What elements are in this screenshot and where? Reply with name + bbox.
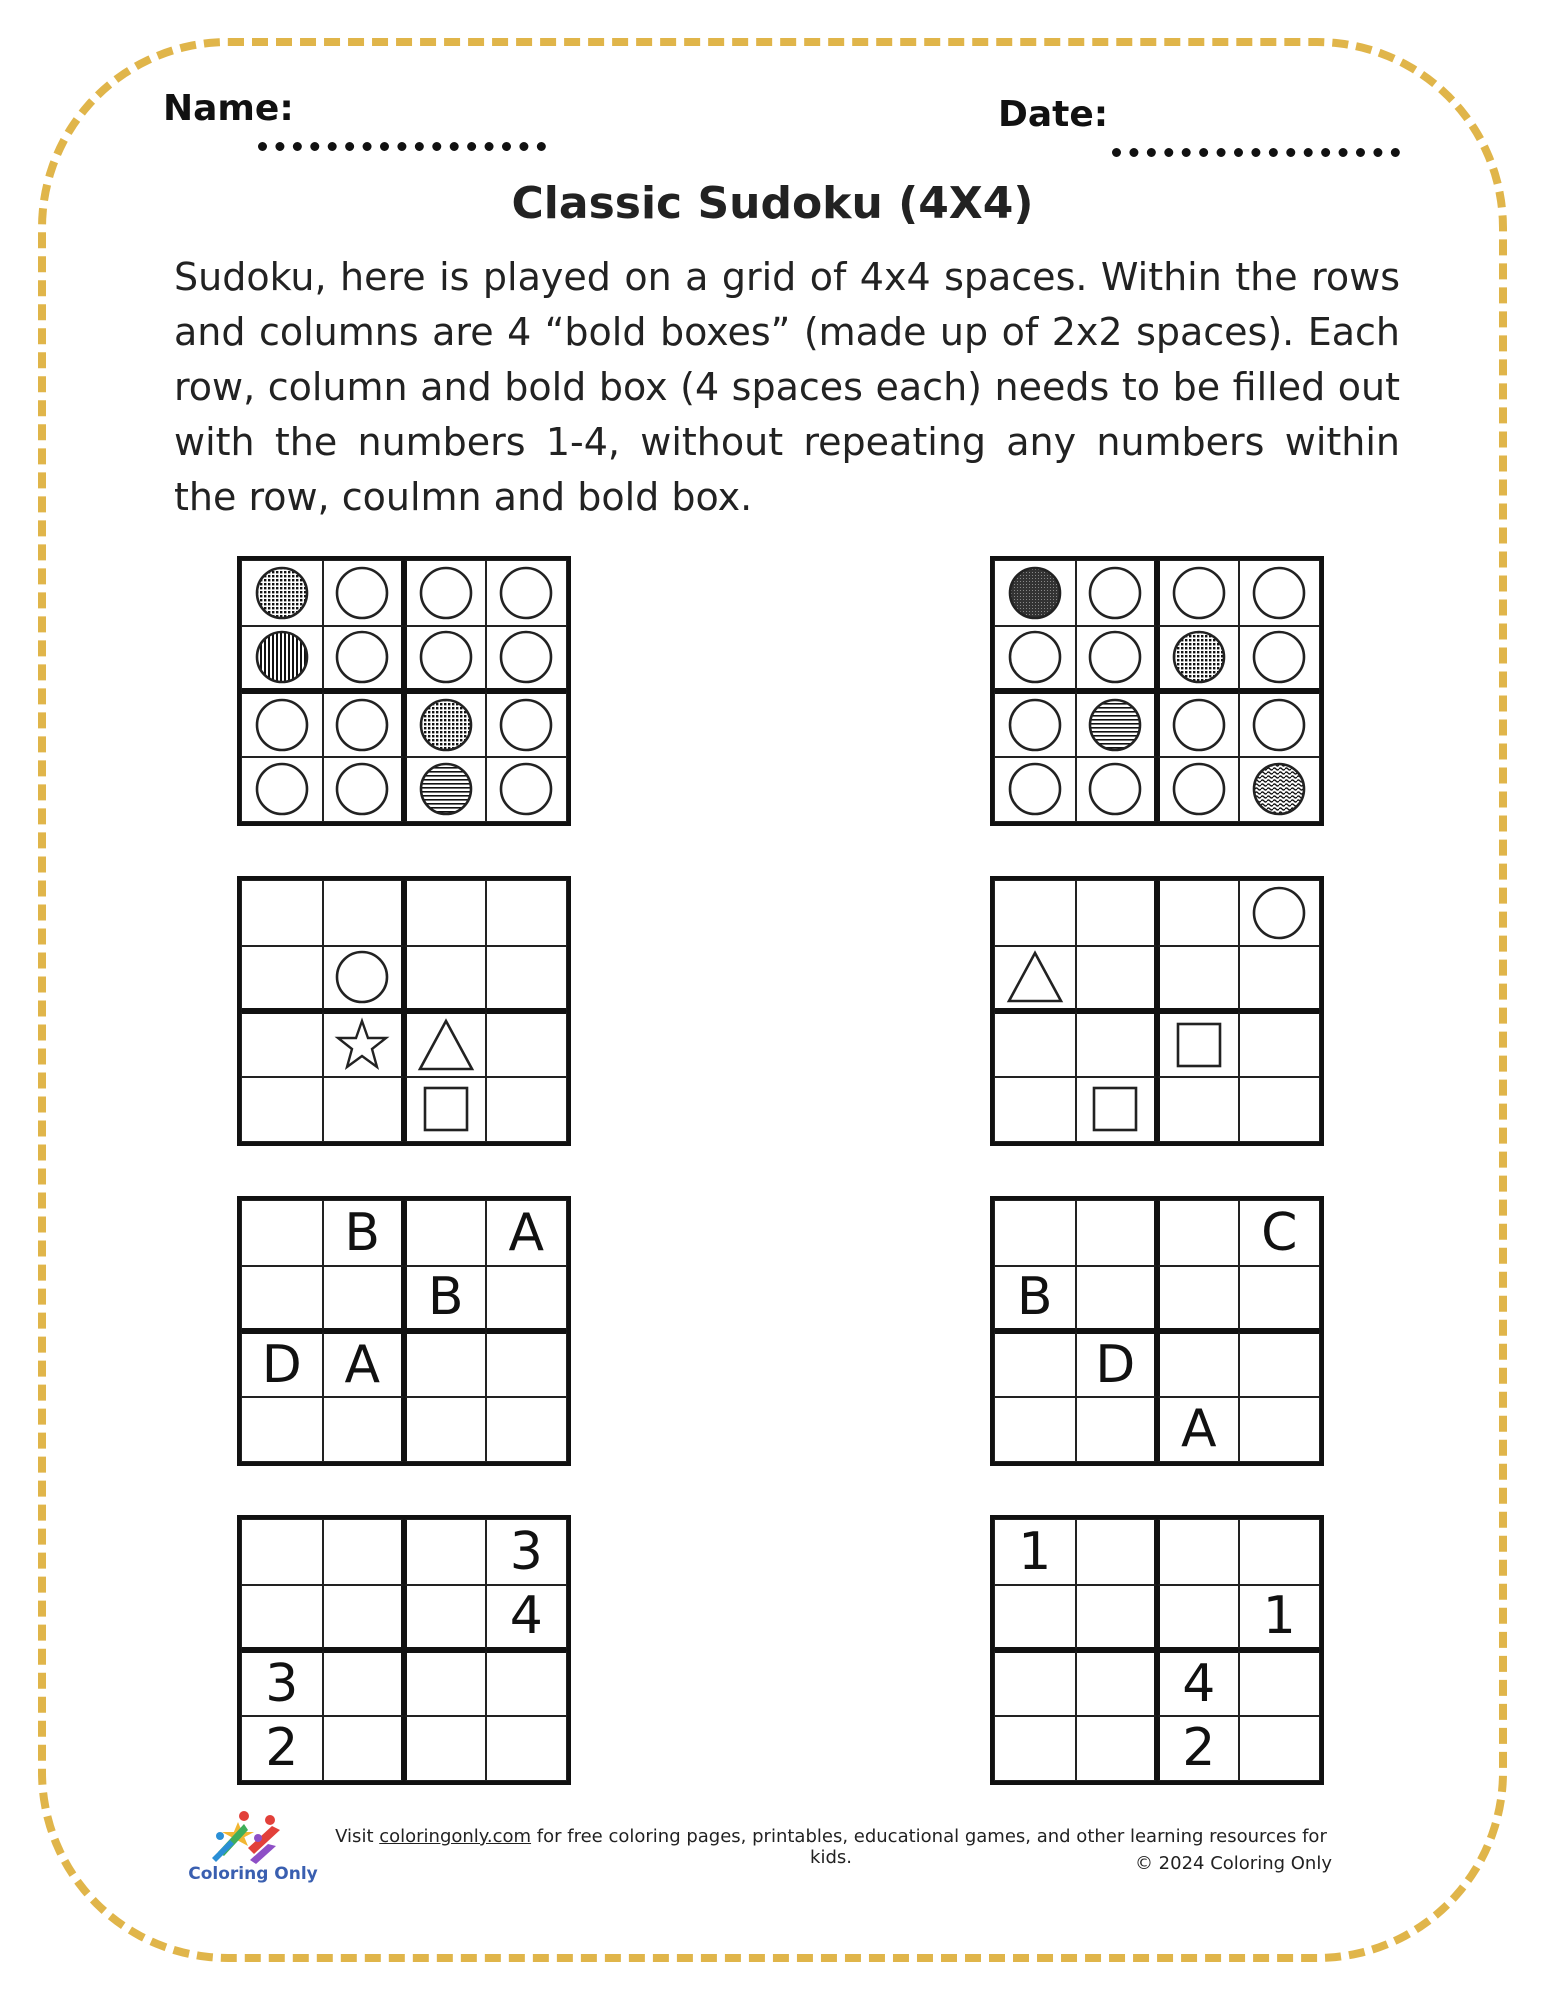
copyright-text: © 2024 Coloring Only (1134, 1853, 1332, 1874)
sudoku-cell (486, 691, 568, 757)
sudoku-cell[interactable] (1076, 1650, 1158, 1716)
sudoku-cell[interactable] (404, 1650, 486, 1716)
sudoku-cell[interactable] (1076, 1397, 1158, 1463)
sudoku-cell-given: 2 (1157, 1716, 1239, 1782)
logo-text: Coloring Only (188, 1864, 318, 1884)
sudoku-cell[interactable] (404, 1200, 486, 1266)
square-shape-icon (1085, 1079, 1145, 1139)
sudoku-cell (1076, 691, 1158, 757)
sudoku-cell (1076, 757, 1158, 823)
sudoku-cell (404, 560, 486, 626)
sudoku-cell-given: 1 (994, 1519, 1076, 1585)
sudoku-cell (241, 626, 323, 692)
sudoku-cell[interactable] (1239, 1519, 1321, 1585)
sudoku-cell-given: B (404, 1266, 486, 1332)
sudoku-cell[interactable] (486, 946, 568, 1012)
footer-visit-suffix: for free coloring pages, printables, educational games, and other learning resources for kids. (531, 1826, 1327, 1868)
sudoku-cell[interactable] (1157, 946, 1239, 1012)
sudoku-cell[interactable] (323, 1519, 405, 1585)
circle-shape-icon (1169, 759, 1229, 819)
sudoku-cell[interactable] (1239, 1650, 1321, 1716)
sudoku-cell[interactable] (1157, 1266, 1239, 1332)
sudoku-cell (241, 757, 323, 823)
circle-shape-icon (416, 627, 476, 687)
circle-shape-icon (496, 695, 556, 755)
circle-shape-icon (1085, 563, 1145, 623)
sudoku-cell[interactable] (241, 1077, 323, 1143)
sudoku-cell (994, 946, 1076, 1012)
sudoku-cell-given: A (486, 1200, 568, 1266)
sudoku-cell[interactable] (994, 1077, 1076, 1143)
circle-shape-icon (496, 627, 556, 687)
sudoku-cell (323, 691, 405, 757)
sudoku-cell[interactable] (1076, 1266, 1158, 1332)
circle-shape-icon (1005, 759, 1065, 819)
sudoku-cell[interactable] (241, 1200, 323, 1266)
sudoku-cell[interactable] (1076, 1011, 1158, 1077)
sudoku-cell[interactable] (1076, 880, 1158, 946)
sudoku-cell[interactable] (994, 1585, 1076, 1651)
circle-shape-icon (332, 947, 392, 1007)
sudoku-cell[interactable] (1239, 1011, 1321, 1077)
circle-shape-icon (332, 759, 392, 819)
circle-shape-icon (1249, 563, 1309, 623)
sudoku-cell (1239, 880, 1321, 946)
sudoku-cell[interactable] (241, 946, 323, 1012)
sudoku-cell[interactable] (994, 1650, 1076, 1716)
sudoku-cell[interactable] (323, 1266, 405, 1332)
sudoku-cell[interactable] (1239, 1331, 1321, 1397)
sudoku-cell[interactable] (486, 1011, 568, 1077)
puzzle-grid-letters-left (237, 1196, 571, 1466)
sudoku-cell[interactable] (404, 1331, 486, 1397)
date-field-line[interactable] (1112, 148, 1400, 157)
sudoku-cell[interactable] (404, 1585, 486, 1651)
sudoku-cell (404, 626, 486, 692)
sudoku-cell (1239, 626, 1321, 692)
circle-shape-icon (1169, 563, 1229, 623)
sudoku-cell (1239, 560, 1321, 626)
sudoku-cell[interactable] (486, 1077, 568, 1143)
sudoku-cell[interactable] (486, 1650, 568, 1716)
sudoku-cell[interactable] (994, 1200, 1076, 1266)
sudoku-cell (1157, 560, 1239, 626)
sudoku-cell (1157, 691, 1239, 757)
puzzle-grid-pattern-left (237, 556, 571, 826)
sudoku-cell[interactable] (1157, 1331, 1239, 1397)
circle-shape-icon (1249, 883, 1309, 943)
sudoku-cell (486, 626, 568, 692)
circle-shape-icon (252, 695, 312, 755)
sudoku-cell (486, 560, 568, 626)
sudoku-cell[interactable] (994, 1716, 1076, 1782)
name-label: Name: (163, 88, 294, 129)
sudoku-cell-given: A (1157, 1397, 1239, 1463)
sudoku-cell[interactable] (1076, 1519, 1158, 1585)
square-shape-icon (1169, 1015, 1229, 1075)
sudoku-cell-given: 3 (241, 1650, 323, 1716)
circle-shape-icon (1249, 627, 1309, 687)
sudoku-cell (241, 560, 323, 626)
sudoku-cell (323, 757, 405, 823)
sudoku-cell (994, 691, 1076, 757)
sudoku-cell[interactable] (1076, 1716, 1158, 1782)
instructions-text: Sudoku, here is played on a grid of 4x4 spaces. Within the rows and columns are 4 “bold boxes” (made up of 2x2 spaces). Each row, column and bold box (4 spaces each) needs to be filled out with the numbers 1-4, without repeating any numbers within the row, coulmn and bold box. (174, 255, 1400, 519)
sudoku-cell-given: A (323, 1331, 405, 1397)
puzzle-grid-numbers-left (237, 1515, 571, 1785)
circle-shape-icon (1085, 759, 1145, 819)
dots-shape-icon (416, 695, 476, 755)
sudoku-cell[interactable] (486, 1397, 568, 1463)
circle-shape-icon (496, 563, 556, 623)
sudoku-cell[interactable] (1157, 1200, 1239, 1266)
dots-shape-icon (252, 563, 312, 623)
name-field-line[interactable] (258, 142, 546, 151)
puzzle-grid-letters-right (990, 1196, 1324, 1466)
sudoku-cell (1239, 757, 1321, 823)
sudoku-cell (404, 757, 486, 823)
circle-shape-icon (1249, 695, 1309, 755)
sudoku-cell[interactable] (994, 1331, 1076, 1397)
circle-shape-icon (332, 563, 392, 623)
sudoku-cell[interactable] (486, 1716, 568, 1782)
sudoku-cell (1076, 1077, 1158, 1143)
sudoku-cell (486, 757, 568, 823)
sudoku-cell[interactable] (323, 1585, 405, 1651)
sudoku-cell[interactable] (323, 1077, 405, 1143)
sudoku-cell[interactable] (1157, 880, 1239, 946)
sudoku-cell[interactable] (994, 880, 1076, 946)
dark-shape-icon (1005, 563, 1065, 623)
page-title: Classic Sudoku (4X4) (511, 178, 1034, 229)
circle-shape-icon (496, 759, 556, 819)
sudoku-cell (323, 626, 405, 692)
puzzle-grid-numbers-right (990, 1515, 1324, 1785)
triangle-shape-icon (416, 1015, 476, 1075)
sudoku-cell[interactable] (1076, 1585, 1158, 1651)
sudoku-cell[interactable] (404, 1716, 486, 1782)
puzzle-grid-pattern-right (990, 556, 1324, 826)
sudoku-cell (241, 691, 323, 757)
circle-shape-icon (416, 563, 476, 623)
sudoku-cell[interactable] (241, 1585, 323, 1651)
sudoku-cell[interactable] (486, 880, 568, 946)
star-shape-icon (332, 1015, 392, 1075)
sudoku-cell (404, 1011, 486, 1077)
sudoku-cell[interactable] (323, 880, 405, 946)
sudoku-cell[interactable] (241, 1519, 323, 1585)
site-link[interactable]: coloringonly.com (379, 1826, 532, 1847)
sudoku-cell-given: 4 (486, 1585, 568, 1651)
sudoku-cell[interactable] (486, 1331, 568, 1397)
sudoku-cell[interactable] (323, 1650, 405, 1716)
sudoku-cell[interactable] (1239, 946, 1321, 1012)
sudoku-cell (323, 1011, 405, 1077)
sudoku-cell[interactable] (1157, 1585, 1239, 1651)
sudoku-cell[interactable] (241, 1397, 323, 1463)
sudoku-cell-given: D (241, 1331, 323, 1397)
sudoku-cell (1157, 626, 1239, 692)
sudoku-cell[interactable] (1076, 946, 1158, 1012)
hlines-shape-icon (416, 759, 476, 819)
sudoku-cell (404, 1077, 486, 1143)
sudoku-cell[interactable] (994, 1011, 1076, 1077)
sudoku-cell-given: 4 (1157, 1650, 1239, 1716)
puzzle-grid-shapes-left (237, 876, 571, 1146)
sudoku-cell (1076, 560, 1158, 626)
sudoku-cell[interactable] (241, 880, 323, 946)
sudoku-cell[interactable] (1239, 1266, 1321, 1332)
sudoku-cell-given: B (994, 1266, 1076, 1332)
circle-shape-icon (252, 759, 312, 819)
sudoku-cell[interactable] (404, 946, 486, 1012)
sudoku-cell[interactable] (323, 1397, 405, 1463)
circle-shape-icon (1005, 695, 1065, 755)
sudoku-cell (323, 560, 405, 626)
sudoku-cell[interactable] (404, 1397, 486, 1463)
square-shape-icon (416, 1079, 476, 1139)
circle-shape-icon (1169, 695, 1229, 755)
sudoku-cell-given: B (323, 1200, 405, 1266)
sudoku-cell-given: 3 (486, 1519, 568, 1585)
sudoku-cell-given: D (1076, 1331, 1158, 1397)
sudoku-cell-given: 2 (241, 1716, 323, 1782)
sudoku-cell-given: 1 (1239, 1585, 1321, 1651)
sudoku-cell (1157, 1011, 1239, 1077)
sudoku-cell[interactable] (404, 1519, 486, 1585)
sudoku-cell[interactable] (1239, 1077, 1321, 1143)
date-label: Date: (998, 94, 1109, 135)
sudoku-cell[interactable] (1076, 1200, 1158, 1266)
circle-shape-icon (1005, 627, 1065, 687)
sudoku-cell (1076, 626, 1158, 692)
circle-shape-icon (332, 695, 392, 755)
sudoku-cell[interactable] (1239, 1716, 1321, 1782)
sudoku-cell (994, 757, 1076, 823)
sudoku-cell[interactable] (241, 1266, 323, 1332)
circle-shape-icon (332, 627, 392, 687)
hlines-shape-icon (1085, 695, 1145, 755)
sudoku-cell[interactable] (1157, 1519, 1239, 1585)
sudoku-cell (994, 626, 1076, 692)
sudoku-cell (1239, 691, 1321, 757)
sudoku-cell (1157, 757, 1239, 823)
sudoku-cell[interactable] (241, 1011, 323, 1077)
sudoku-cell (323, 946, 405, 1012)
circle-shape-icon (1085, 627, 1145, 687)
dots-shape-icon (1169, 627, 1229, 687)
sudoku-cell[interactable] (1157, 1077, 1239, 1143)
sudoku-cell[interactable] (486, 1266, 568, 1332)
waves-shape-icon (1249, 759, 1309, 819)
sudoku-cell[interactable] (404, 880, 486, 946)
sudoku-cell[interactable] (994, 1397, 1076, 1463)
sudoku-cell[interactable] (323, 1716, 405, 1782)
triangle-shape-icon (1005, 947, 1065, 1007)
sudoku-cell (404, 691, 486, 757)
footer-visit-prefix: Visit (335, 1826, 380, 1847)
sudoku-cell-given: C (1239, 1200, 1321, 1266)
vstripes-shape-icon (252, 627, 312, 687)
sudoku-cell[interactable] (1239, 1397, 1321, 1463)
puzzle-grid-shapes-right (990, 876, 1324, 1146)
sudoku-cell (994, 560, 1076, 626)
